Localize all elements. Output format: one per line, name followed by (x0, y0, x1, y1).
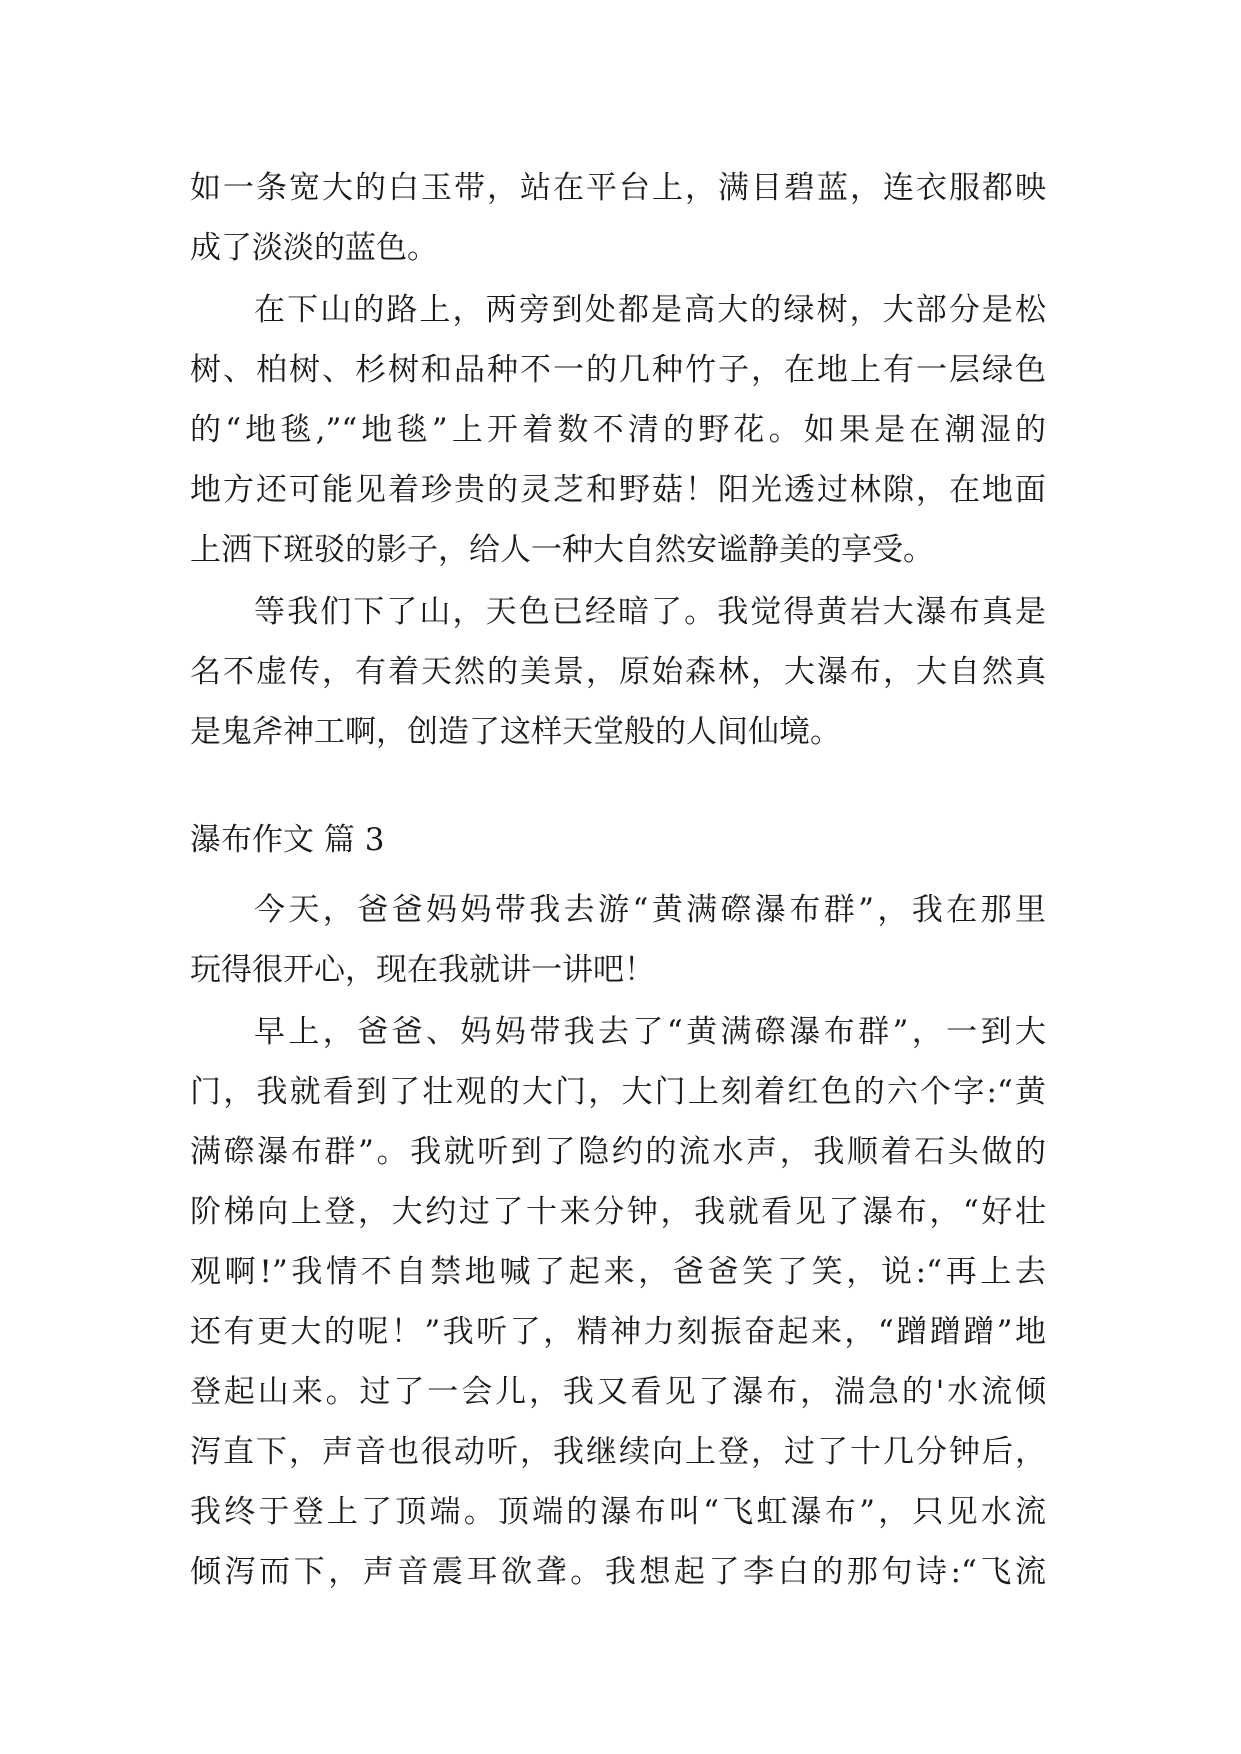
paragraph-line: 早上，爸爸、妈妈带我去了“黄满磜瀑布群”，一到大 (254, 1014, 1046, 1050)
paragraph-line: 上洒下斑驳的影子，给人一种大自然安谧静美的享受。 (190, 532, 934, 568)
paragraph-line: 如一条宽大的白玉带，站在平台上，满目碧蓝，连衣服都映 (190, 170, 1046, 206)
paragraph-line: 名不虚传，有着天然的美景，原始森林，大瀑布，大自然真 (190, 654, 1046, 690)
paragraph-line: 泻直下，声音也很动听，我继续向上登，过了十几分钟后， (190, 1434, 1046, 1470)
paragraph-line: 成了淡淡的蓝色。 (190, 230, 438, 266)
paragraph-line: 的“地毯,”“地毯”上开着数不清的野花。如果是在潮湿的 (190, 412, 1046, 448)
paragraph-line: 是鬼斧神工啊，创造了这样天堂般的人间仙境。 (190, 714, 841, 750)
paragraph-line: 地方还可能见着珍贵的灵芝和野菇！阳光透过林隙，在地面 (190, 472, 1046, 508)
paragraph-line: 等我们下了山，天色已经暗了。我觉得黄岩大瀑布真是 (254, 594, 1046, 630)
paragraph-line: 阶梯向上登，大约过了十来分钟，我就看见了瀑布，“好壮 (190, 1194, 1046, 1230)
paragraph-line: 玩得很开心，现在我就讲一讲吧！ (190, 952, 655, 988)
paragraph-line: 满磜瀑布群”。我就听到了隐约的流水声，我顺着石头做的 (190, 1134, 1046, 1170)
paragraph-line: 倾泻而下，声音震耳欲聋。我想起了李白的那句诗:“飞流 (190, 1554, 1046, 1590)
paragraph-line: 树、柏树、杉树和品种不一的几种竹子，在地上有一层绿色 (190, 352, 1046, 388)
paragraph-line: 在下山的路上，两旁到处都是高大的绿树，大部分是松 (254, 292, 1046, 328)
section-heading: 瀑布作文 篇 3 (190, 822, 385, 858)
paragraph-line: 观啊!”我情不自禁地喊了起来，爸爸笑了笑，说:“再上去 (190, 1254, 1046, 1290)
paragraph-line: 还有更大的呢！”我听了，精神力刻振奋起来，“蹭蹭蹭”地 (190, 1314, 1046, 1350)
paragraph-line: 登起山来。过了一会儿，我又看见了瀑布，湍急的'水流倾 (190, 1374, 1046, 1410)
paragraph-line: 我终于登上了顶端。顶端的瀑布叫“飞虹瀑布”，只见水流 (190, 1494, 1046, 1530)
paragraph-line: 门，我就看到了壮观的大门，大门上刻着红色的六个字:“黄 (190, 1074, 1046, 1110)
paragraph-line: 今天，爸爸妈妈带我去游“黄满磜瀑布群”，我在那里 (254, 892, 1046, 928)
